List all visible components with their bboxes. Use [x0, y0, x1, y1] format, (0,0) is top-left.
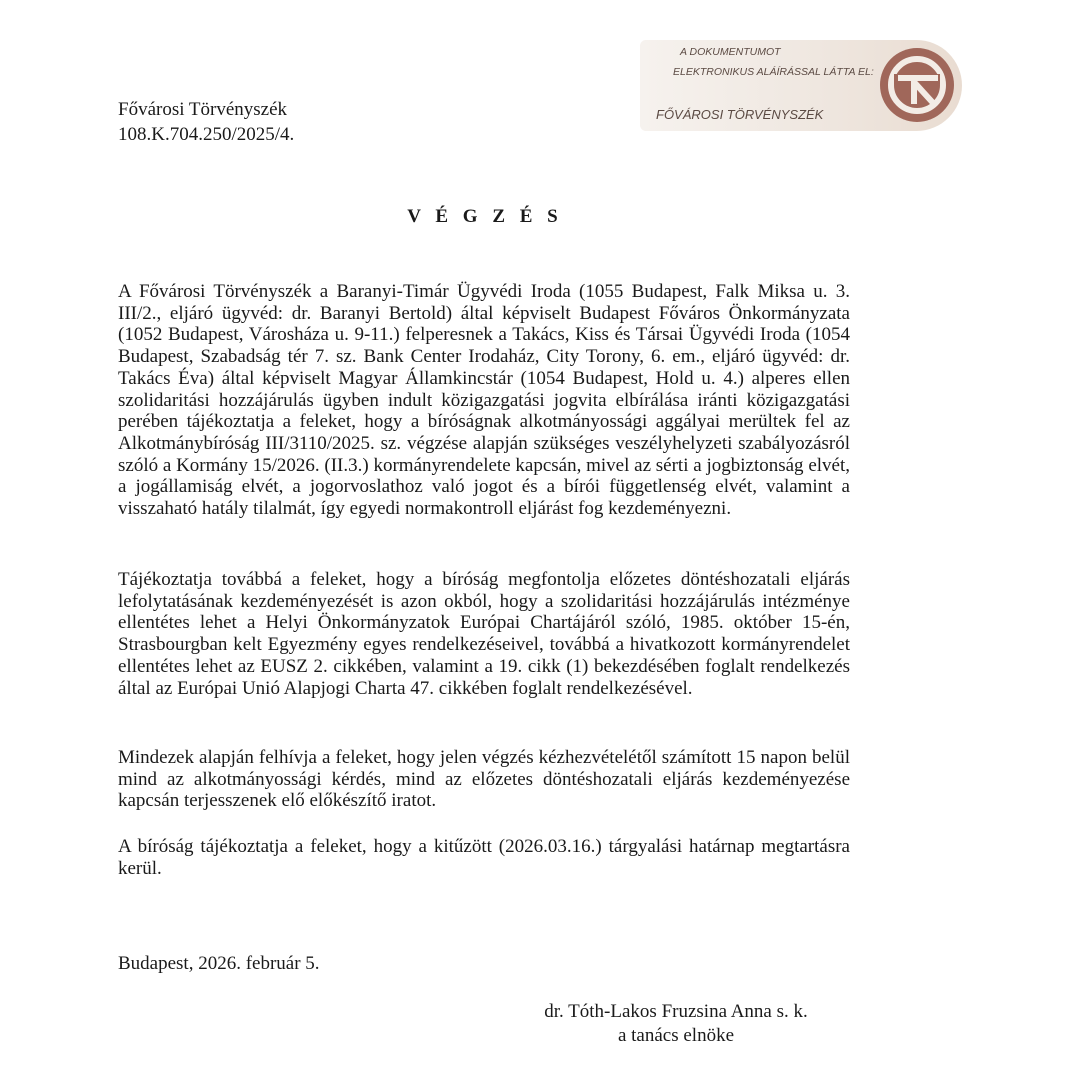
case-number: 108.K.704.250/2025/4. — [118, 124, 295, 145]
place-and-date: Budapest, 2026. február 5. — [118, 953, 320, 974]
signatory-name: dr. Tóth-Lakos Fruzsina Anna s. k. — [544, 1001, 808, 1022]
document-title: V É G Z É S — [407, 206, 563, 227]
court-header — [118, 97, 294, 147]
signature-block — [541, 1000, 811, 1048]
paragraph-intro: A Fővárosi Törvényszék a Baranyi-Timár Ügyvédi Iroda (1055 Budapest, Falk Miksa u. 3. III/2., eljáró ügyvéd: dr. Baranyi Bertold) által képviselt Budapest Főváros Önkormányzata (1052 Budapest, Városháza u. 9-11.) felperesnek a Takács, Kiss és Társai Ügyvédi Iroda (1054 Budapest, Szabadság tér 7. sz. Bank Center Irodaház, City Torony, 6. em., eljáró ügyvéd: dr. Takács Éva) által képviselt Magyar Államkincstár (1054 Budapest, Hold u. 4.) alperes ellen szolidaritási hozzájárulás ügyben indult közigazgatási jogvita elbírálása iránti közigazgatási perében tájékoztatja a feleket, hogy a bíróságnak alkotmányossági aggályai merültek fel az Alkotmánybíróság III/3110/2025. sz. végzése alapján szükséges veszélyhelyzeti szabályozásról szóló a Kormány 15/2026. (II.3.) kormányrendelete kapcsán, mivel az sérti a jogbiztonság elvét, a jogállamiság elvét, a jogorvoslathoz való jogot és a bírói függetlenség elvét, valamint a visszaható hatály tilalmát, így egyedi normakontroll eljárást fog kezdeményezni. — [118, 281, 850, 520]
stamp-court-name: FŐVÁROSI TÖRVÉNYSZÉK — [656, 107, 824, 122]
court-emblem-icon — [876, 44, 958, 126]
electronic-signature-stamp — [640, 40, 962, 131]
paragraph-hearing: A bíróság tájékoztatja a feleket, hogy a kitűzött (2026.03.16.) tárgyalási határnap megtartásra kerül. — [118, 836, 850, 879]
signatory-role: a tanács elnöke — [617, 1025, 735, 1046]
paragraph-preliminary-ruling: Tájékoztatja továbbá a feleket, hogy a bíróság megfontolja előzetes döntéshozatali eljárás lefolytatásának kezdeményezését is azon okból, hogy a szolidaritási hozzájárulás intézménye ellentétes lehet a Helyi Önkormányzatok Európai Chartájáról szóló, 1985. október 15-én, Strasbourgban kelt Egyezmény egyes rendelkezéseivel, továbbá a hivatkozott kormányrendelet ellentétes lehet az EUSZ 2. cikkében, valamint a 19. cikk (1) bekezdésében foglalt rendelkezés által az Európai Unió Alapjogi Charta 47. cikkében foglalt rendelkezésével. — [118, 569, 850, 699]
stamp-line-2: ELEKTRONIKUS ALÁÍRÁSSAL LÁTTA EL: — [673, 66, 874, 78]
court-name: Fővárosi Törvényszék — [118, 99, 288, 120]
stamp-line-1: A DOKUMENTUMOT — [680, 46, 781, 58]
paragraph-call-to-parties: Mindezek alapján felhívja a feleket, hogy jelen végzés kézhezvételétől számított 15 napon belül mind az alkotmányossági kérdés, mind az előzetes döntéshozatali eljárás kezdeményezése kapcsán terjesszenek elő előkészítő iratot. — [118, 747, 850, 812]
